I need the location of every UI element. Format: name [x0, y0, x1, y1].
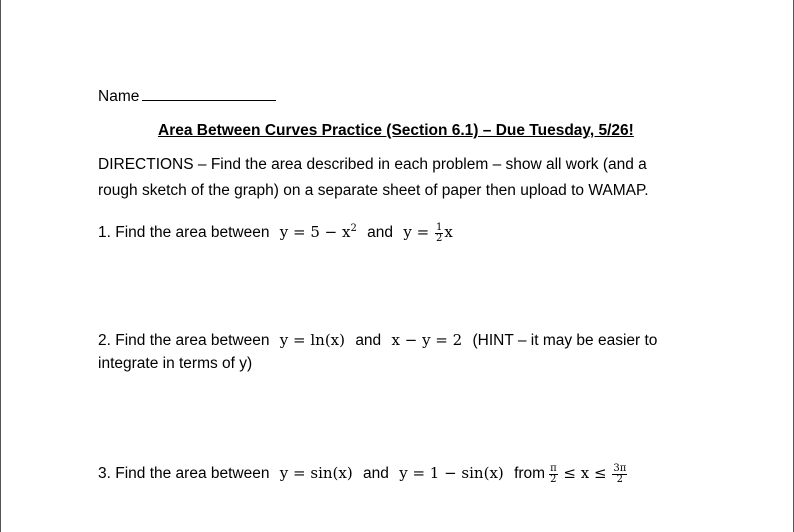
problem-1-fraction — [435, 223, 443, 244]
problem-2-joiner: and — [355, 332, 382, 349]
fraction-denominator: 2 — [616, 473, 623, 485]
problem-3 — [98, 463, 634, 485]
problem-2-prefix: 2. Find the area between — [98, 332, 270, 349]
problem-1-eq1-text: y = 5 − x — [279, 223, 351, 241]
problem-3-inequality: ≤ x ≤ — [563, 464, 607, 482]
problem-2-equation-1: y = ln(x) — [279, 331, 345, 349]
problem-2-line-2: integrate in terms of y) — [98, 355, 253, 372]
problem-1-eq1-exponent: 2 — [350, 223, 357, 234]
fraction-numerator: 3π — [613, 462, 627, 474]
fraction-denominator: 2 — [550, 473, 557, 485]
directions-line-1: DIRECTIONS – Find the area described in each problem – show all work (and a — [98, 156, 647, 173]
problem-3-equation-2: y = 1 − sin(x) — [399, 464, 504, 482]
problem-3-upper-fraction — [612, 464, 627, 485]
name-label: Name — [98, 88, 140, 105]
problem-3-interval — [548, 462, 628, 485]
problem-1-equation-2 — [403, 221, 453, 244]
page-title: Area Between Curves Practice (Section 6.1) – Due Tuesday, 5/26! — [158, 122, 634, 139]
name-row — [98, 86, 276, 107]
fraction-numerator: 1 — [435, 221, 443, 233]
problem-1 — [98, 219, 459, 244]
problem-3-prefix: 3. Find the area between — [98, 465, 270, 482]
fraction-numerator: π — [550, 462, 557, 474]
problem-1-prefix: 1. Find the area between — [98, 224, 270, 241]
problem-1-equation-1 — [280, 223, 357, 241]
problem-1-eq2-right: x — [444, 223, 453, 241]
problem-3-joiner: and — [363, 465, 389, 482]
problem-3-lower-fraction — [549, 464, 558, 485]
fraction-denominator: 2 — [435, 232, 443, 244]
problem-2-equation-2: x − y = 2 — [391, 331, 463, 349]
problem-2 — [98, 330, 657, 351]
name-blank-line — [142, 86, 276, 101]
directions-line-2: rough sketch of the graph) on a separate sheet of paper then upload to WAMAP. — [98, 182, 649, 199]
problem-3-equation-1: y = sin(x) — [279, 464, 353, 482]
problem-1-eq2-left: y = — [403, 223, 430, 241]
problem-3-from-label: from — [514, 465, 546, 482]
problem-1-joiner: and — [367, 224, 394, 241]
problem-2-suffix: (HINT – it may be easier to — [472, 332, 658, 349]
